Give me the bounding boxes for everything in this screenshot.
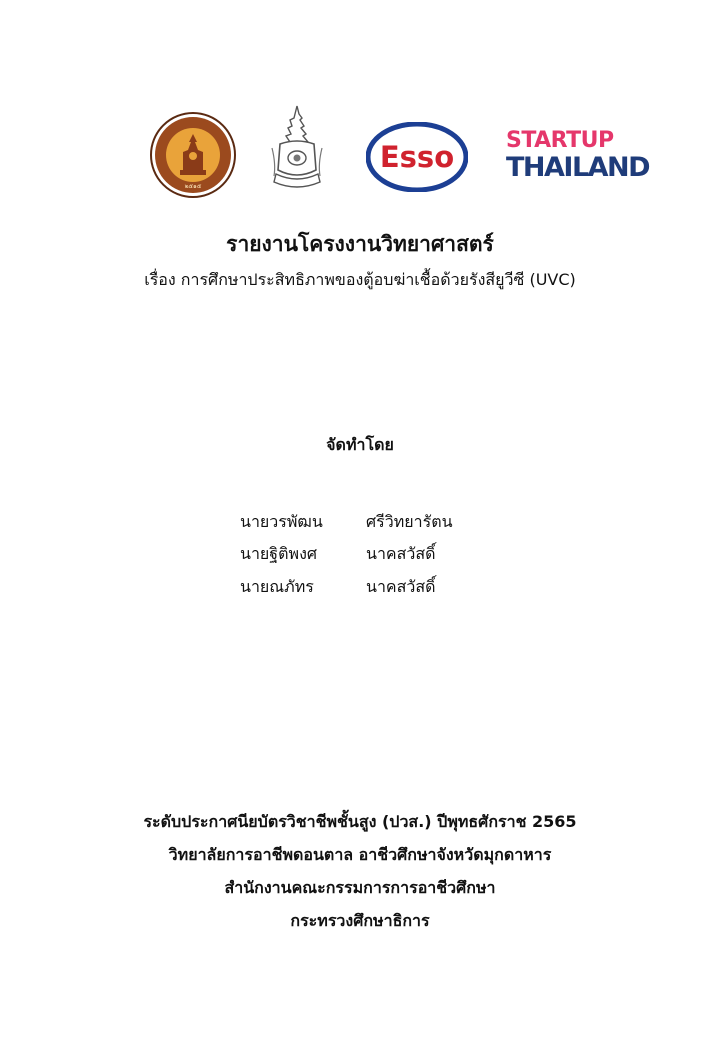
report-subtitle: เรื่อง การศึกษาประสิทธิภาพของตู้อบฆ่าเชื้อด้วยรังสียูวีซี (UVC) xyxy=(144,270,576,289)
vocational-seal-logo xyxy=(150,112,236,198)
author-2-first-name: นายฐิติพงศ xyxy=(240,544,318,563)
author-1-first-name: นายวรพัฒน xyxy=(240,512,323,531)
footer-degree-line: ระดับประกาศนียบัตรวิชาชีพชั้นสูง (ปวส.) ปีพุทธศักราช 2565 xyxy=(143,812,577,831)
footer-college-line: วิทยาลัยการอาชีพดอนตาล อาชีวศึกษาจังหวัดมุกดาหาร xyxy=(168,845,552,864)
author-1-last-name: ศรีวิทยารัตน xyxy=(366,512,453,531)
author-3-last-name: นาคสวัสดิ์ xyxy=(366,577,436,596)
thailand-wordmark: THAILAND xyxy=(506,152,650,183)
author-2-last-name: นาคสวัสดิ์ xyxy=(366,544,436,563)
footer-ministry-line: กระทรวงศึกษาธิการ xyxy=(290,911,430,930)
report-title: รายงานโครงงานวิทยาศาสตร์ xyxy=(226,232,494,256)
author-3-first-name: นายณภัทร xyxy=(240,577,314,596)
startup-wordmark: STARTUP xyxy=(506,128,614,153)
ministry-emblem-logo xyxy=(268,104,326,194)
prepared-by-heading: จัดทำโดย xyxy=(326,435,394,454)
esso-logo xyxy=(366,122,468,192)
startup-thailand-logo xyxy=(504,128,650,188)
footer-office-line: สำนักงานคณะกรรมการการอาชีวศึกษา xyxy=(224,878,496,897)
esso-wordmark: Esso xyxy=(379,140,455,174)
svg-text:๒๕๑๕: ๒๕๑๕ xyxy=(184,183,202,190)
